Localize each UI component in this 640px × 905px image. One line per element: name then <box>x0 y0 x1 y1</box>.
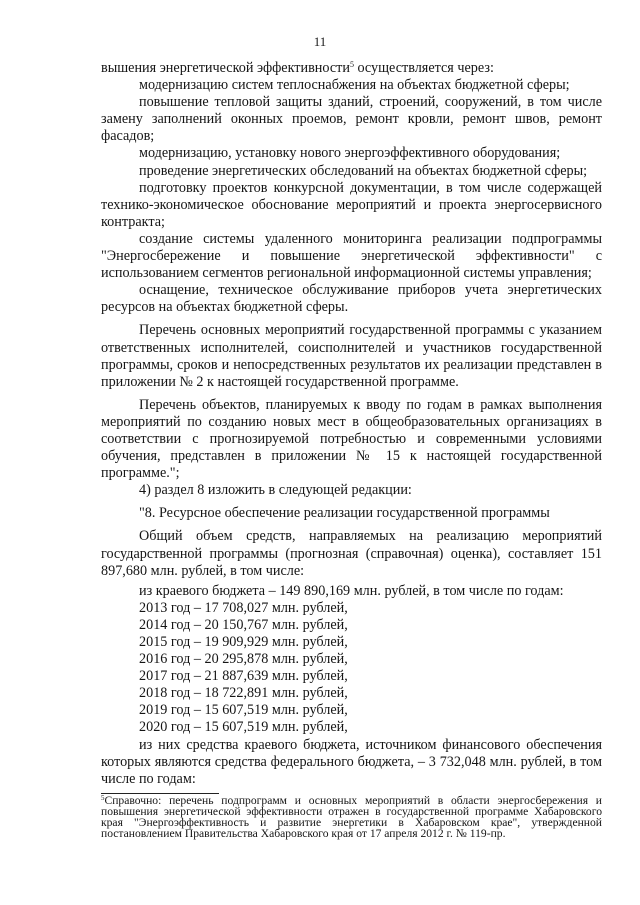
paragraph: 2018 год – 18 722,891 млн. рублей, <box>139 685 348 702</box>
paragraph: 2016 год – 20 295,878 млн. рублей, <box>139 651 348 668</box>
document-body <box>101 60 602 788</box>
paragraph: Перечень основных мероприятий государственной программы с указанием ответственных исполнителей, соисполнителей и участников государственной программы, сроков и непосредственных результатов их реализации представлен в приложении № 2 к настоящей государственной программе. <box>101 322 602 390</box>
paragraph: 2015 год – 19 909,929 млн. рублей, <box>139 634 348 650</box>
paragraph: оснащение, техническое обслуживание приборов учета энергетических ресурсов на объектах бюджетной сферы. <box>101 282 602 316</box>
paragraph <box>101 60 602 77</box>
paragraph-text: осуществляется через: <box>353 60 494 76</box>
footnote <box>101 795 602 839</box>
paragraph: модернизацию систем теплоснабжения на объектах бюджетной сферы; <box>139 77 570 94</box>
paragraph: 2019 год – 15 607,519 млн. рублей, <box>139 702 348 719</box>
paragraph: из краевого бюджета – 149 890,169 млн. рублей, в том числе по годам: <box>139 582 564 599</box>
paragraph-text: вышения энергетической эффективности <box>101 60 350 76</box>
paragraph: 2017 год – 21 887,639 млн. рублей, <box>139 668 348 685</box>
paragraph: создание системы удаленного мониторинга реализации подпрограммы "Энергосбережение и повышение энергетической эффективности" с использованием сегментов региональной информационной системы управления; <box>101 230 602 282</box>
paragraph: 4) раздел 8 изложить в следующей редакции: <box>139 482 412 499</box>
paragraph: Общий объем средств, направляемых на реализацию мероприятий государственной программы (прогнозная (справочная) оценка), составляет 151 897,680 млн. рублей, в том числе: <box>101 528 602 579</box>
page-number: 11 <box>313 34 327 49</box>
paragraph: 2014 год – 20 150,767 млн. рублей, <box>139 616 348 633</box>
paragraph: 2020 год – 15 607,519 млн. рублей, <box>139 719 348 736</box>
paragraph: модернизацию, установку нового энергоэффективного оборудования; <box>139 145 561 162</box>
paragraph: 2013 год – 17 708,027 млн. рублей, <box>139 599 348 616</box>
paragraph: "8. Ресурсное обеспечение реализации государственной программы <box>139 505 550 522</box>
paragraph: проведение энергетических обследований на объектах бюджетной сферы; <box>139 162 588 179</box>
footnote-marker: 5 <box>101 794 105 802</box>
footnote-text: Справочно: перечень подпрограмм и основных мероприятий в области энергосбережения и повышения энергетической эффективности отражен в государственной программе Хабаровского края "Энергоэффективность и развитие энергетики в Хабаровском крае", утвержденной постановлением Правительства Хабаровского края от 17 апреля 2012 г. № 119-пр. <box>101 794 602 840</box>
paragraph: подготовку проектов конкурсной документации, в том числе содержащей технико-экономическое обоснование мероприятий и проекта энергосервисного контракта; <box>101 179 602 230</box>
footnote-reference[interactable]: 5 <box>349 60 354 69</box>
paragraph: Перечень объектов, планируемых к вводу по годам в рамках выполнения мероприятий по созданию новых мест в общеобразовательных организациях в соответствии с прогнозируемой потребностью и современными условиями обучения, представлен в приложении № 15 к настоящей государственной программе."; <box>101 396 602 482</box>
paragraph: повышение тепловой защиты зданий, строений, сооружений, в том числе замену заполнений оконных проемов, ремонт кровли, ремонт швов, ремонт фасадов; <box>101 94 602 145</box>
paragraph: из них средства краевого бюджета, источником финансового обеспечения которых являются средства федерального бюджета, – 3 732,048 млн. рублей, в том числе по годам: <box>101 736 602 787</box>
